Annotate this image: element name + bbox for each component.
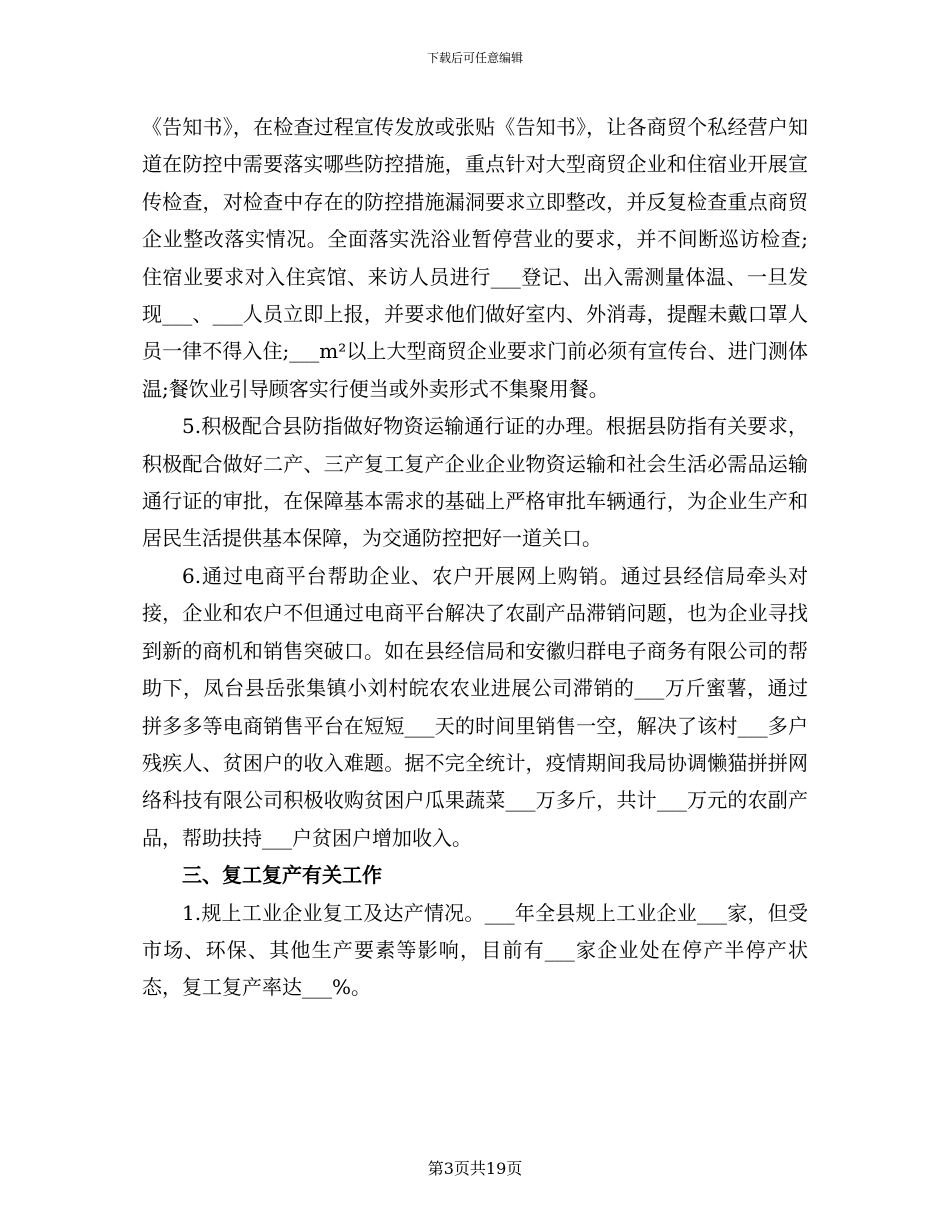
section-heading-3: 三、复工复产有关工作	[182, 863, 382, 888]
document-body	[142, 109, 808, 1007]
page-header-note: 下载后可任意编辑	[426, 51, 523, 65]
page-number: 第3页共19页	[427, 1159, 523, 1178]
paragraph-item-1: 1.规上工业企业复工及达产情况。___年全县规上工业企业___家，但受市场、环保、其他生产要素等影响，目前有___家企业处在停产半停产状态，复工复产率达___%。	[142, 900, 808, 1000]
paragraph-continuation: 《告知书》，在检查过程宣传发放或张贴《告知书》，让各商贸个私经营户知道在防控中需要落实哪些防控措施，重点针对大型商贸企业和住宿业开展宣传检查，对检查中存在的防控措施漏洞要求立即整改，并反复检查重点商贸企业整改落实情况。全面落实洗浴业暂停营业的要求，并不间断巡访检查;住宿业要求对入住宾馆、来访人员进行___登记、出入需测量体温、一旦发现___、___人员立即上报，并要求他们做好室内、外消毒，提醒未戴口罩人员一律不得入住;___m²以上大型商贸企业要求门前必须有宣传台、进门测体温;餐饮业引导顾客实行便当或外卖形式不集聚用餐。	[142, 115, 808, 401]
paragraph-item-6: 6.通过电商平台帮助企业、农户开展网上购销。通过县经信局牵头对接，企业和农户不但通过电商平台解决了农副产品滞销问题，也为企业寻找到新的商机和销售突破口。如在县经信局和安徽归群电子商务有限公司的帮助下，凤台县岳张集镇小刘村皖农农业进展公司滞销的___万斤蜜薯，通过拼多多等电商销售平台在短短___天的时间里销售一空，解决了该村___多户残疾人、贫困户的收入难题。据不完全统计，疫情期间我局协调懒猫拼拼网络科技有限公司积极收购贫困户瓜果蔬菜___万多斤，共计___万元的农副产品，帮助扶持___户贫困户增加收入。	[142, 563, 808, 850]
paragraph-item-5: 5.积极配合县防指做好物资运输通行证的办理。根据县防指有关要求，积极配合做好二产、三产复工复产企业企业物资运输和社会生活必需品运输通行证的审批，在保障基本需求的基础上严格审批车辆通行，为企业生产和居民生活提供基本保障，为交通防控把好一道关口。	[142, 414, 808, 551]
